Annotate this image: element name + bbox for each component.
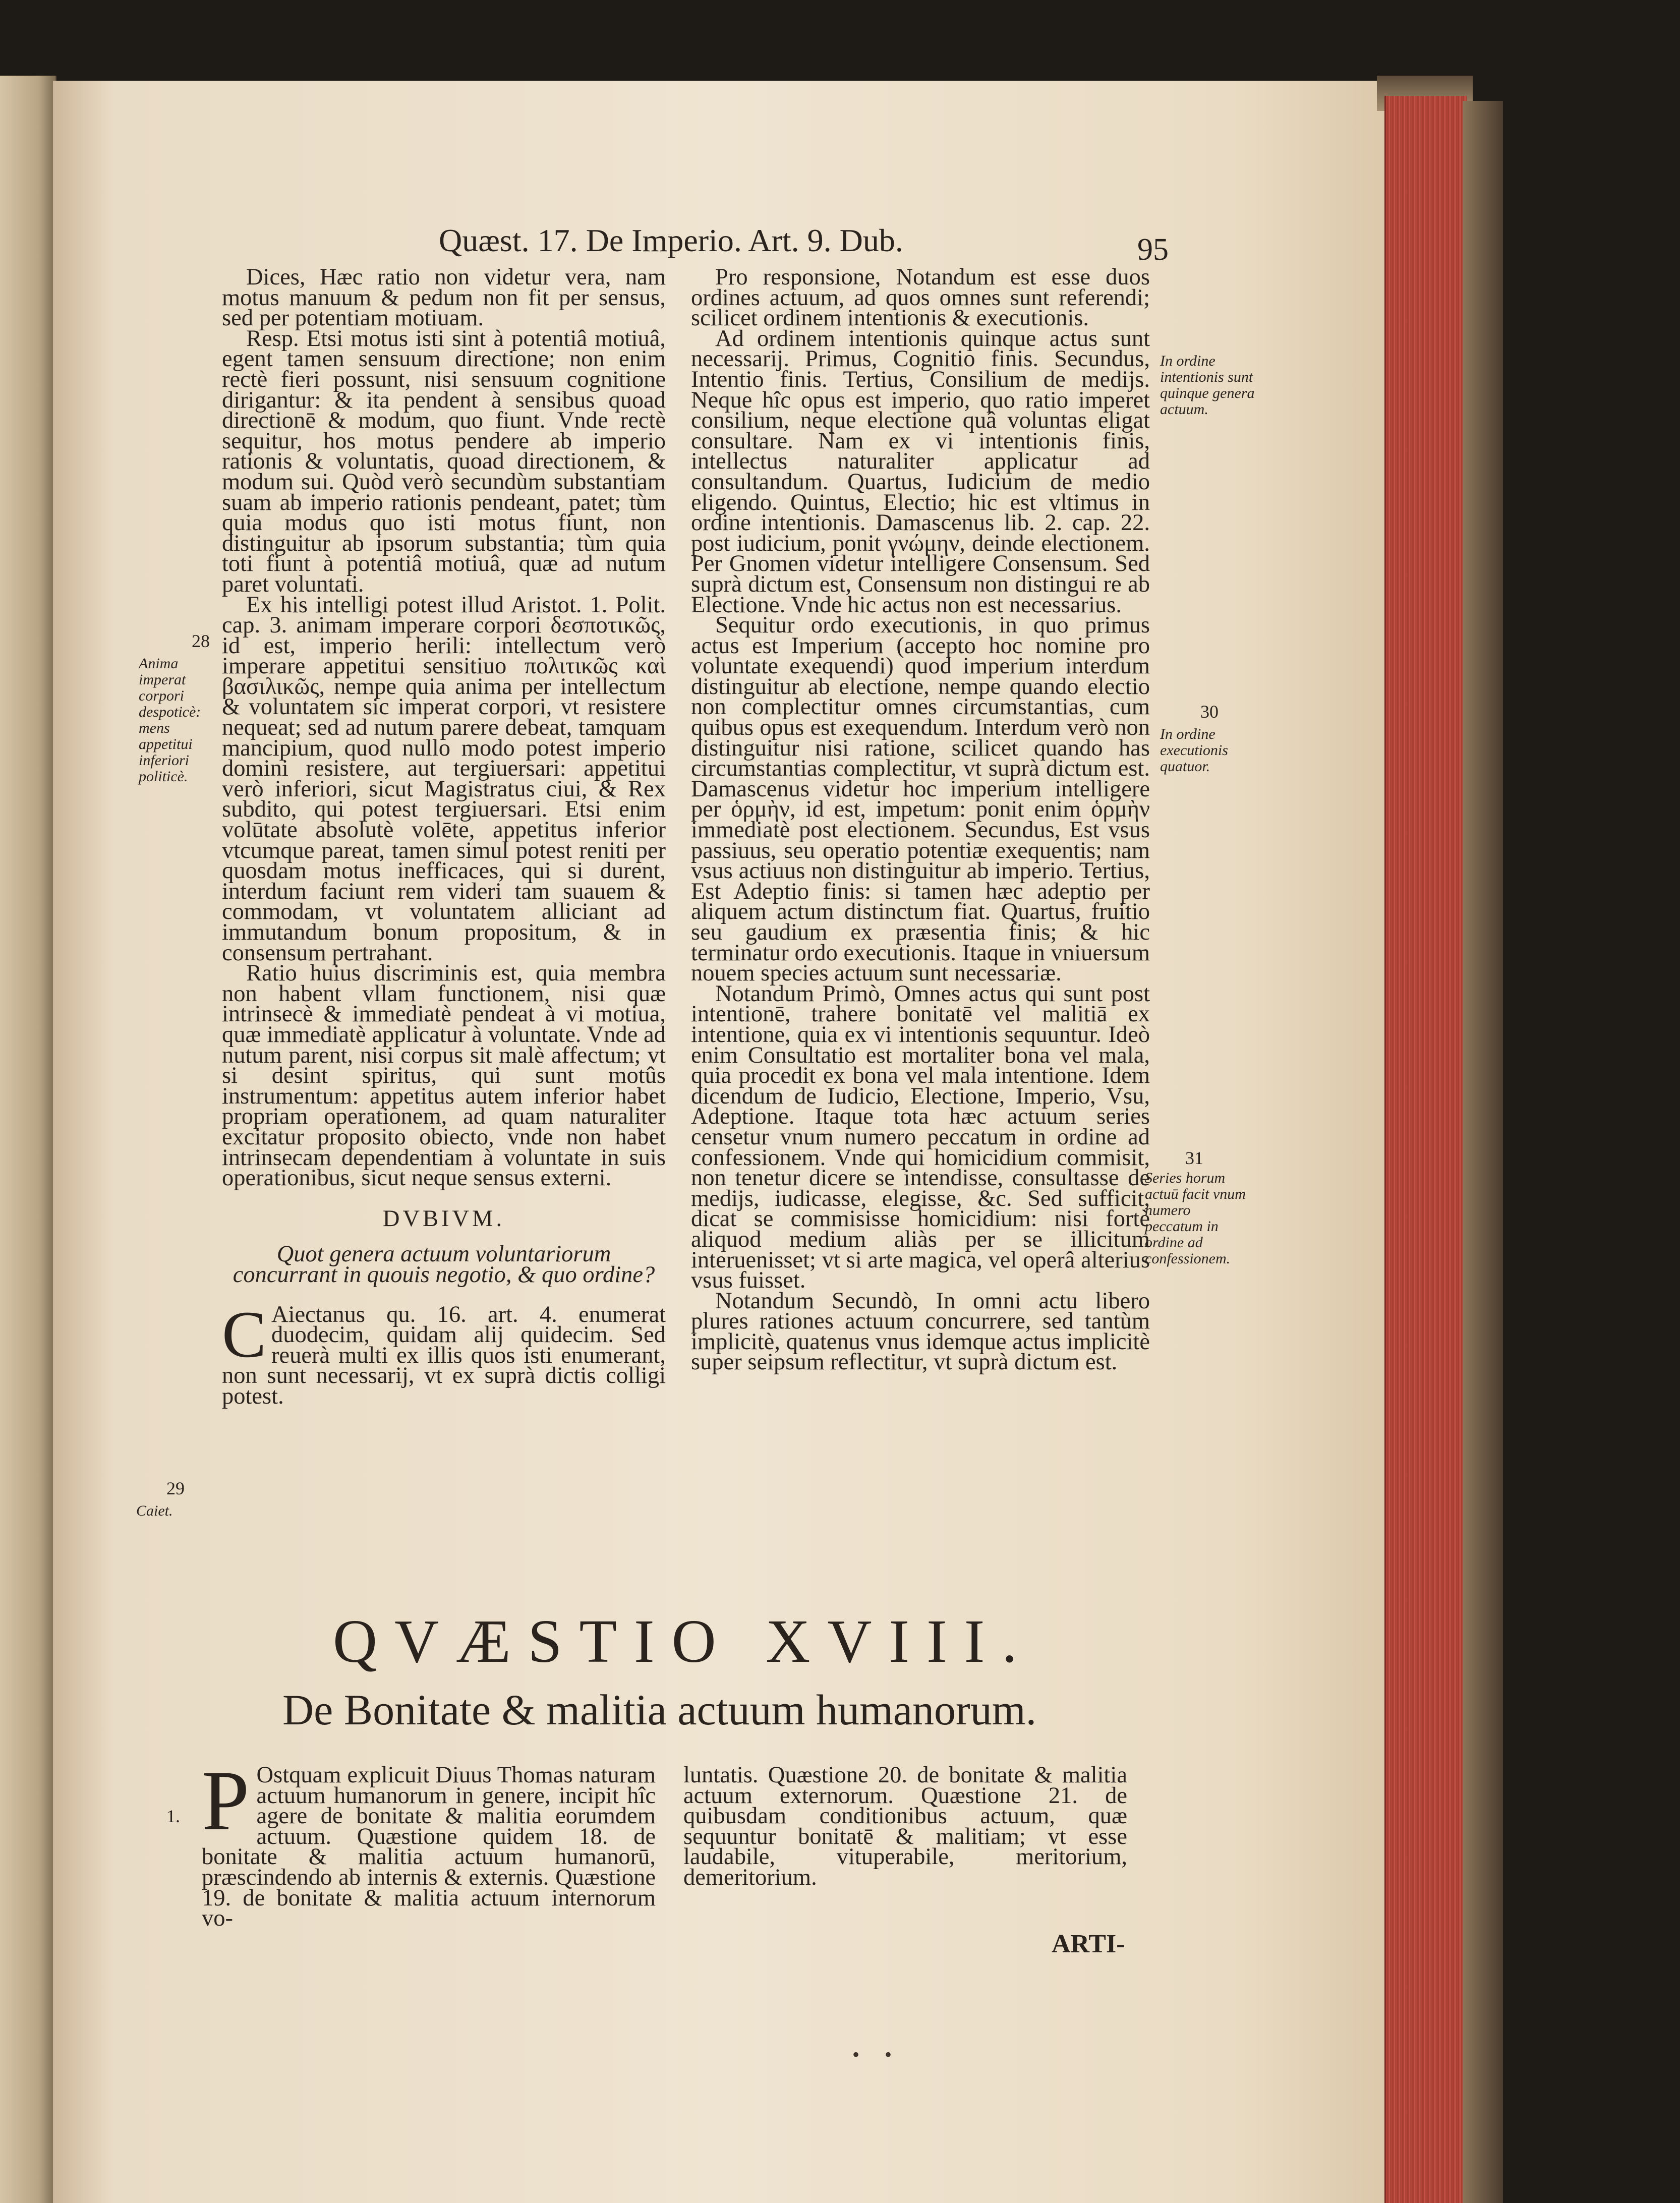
drop-capital: P [202,1753,250,1848]
margin-number: 28 [192,631,210,651]
question-subtitle: De Bonitate & malitia actuum humanorum. [282,1686,1037,1734]
running-title: Quæst. 17. De Imperio. Art. 9. Dub. [439,222,903,258]
paragraph: Notandum Secundò, In omni actu libero plures rationes actuum concurrere, sed tantùm implicitè, quatenus vnus idemque actus implicitè super seipsum reflectitur, vt suprà dictum est. [691,1288,1150,1375]
drop-capital: C [222,1297,267,1371]
dubium-question: Quot genera actuum voluntariorum concurrant in quouis negotio, & quo ordine? [233,1241,655,1288]
paragraph: Ex his intelligi potest illud Aristot. 1. Polit. cap. 3. animam imperare corpori δεσποτικῶς, id est, imperio herili: intellectum verò imperare appetitui sensitiuo πολιτικῶς καὶ βασιλικῶς, nempe quia anima per intellectum & voluntatem sic imperat corpori, vt resistere nequeat; sed ad nutum parere debeat, tamquam mancipium, quod nullo modo potest imperio domini resistere, aut tergiuersari: appetitui verò inferiori, sicut Magistratus ciui, & Rex subdito, qui potest tergiuersari. Etsi enim volūtate absolutè volēte, appetitus inferior vtcumque pareat, tamen simul potest reniti per quosdam motus inefficaces, qui si durent, interdum faciunt rem videri tam suauem & commodam, vt voluntatem alliciant ad immutandum bonum propositum, & in consensum pertrahant. [222,592,666,966]
paragraph: Ad ordinem intentionis quinque actus sunt necessarij. Primus, Cognitio finis. Secundus, Intentio finis. Tertius, Consilium de medijs. Neque hîc opus est imperio, quo ratio imperet consilium, neque electione quâ voluntas eligat consultare. Nam ex vi intentionis finis, intellectus naturaliter applicatur ad consultandum. Quartus, Iudicium de medio eligendo. Quintus, Electio; hic est vltimus in ordine intentionis. Damascenus lib. 2. cap. 22. post iudicium, ponit γνώμην, deinde electionem. Per Gnomen videtur intelligere Consensum. Sed suprà dictum est, Consensum non distingui re ab Electione. Vnde hic actus non est necessarius. [691,325,1150,618]
margin-number: 1. [166,1806,180,1826]
ornament-dots: • • [852,2043,902,2066]
paragraph: Notandum Primò, Omnes actus qui sunt post intentionē, trahere bonitatē vel malitiā ex intentione, quia ex vi intentionis sequuntur. Ideò enim Consultatio est mortaliter bona vel mala, quia procedit ex bona vel mala intentione. Idem dicendum de Iudicio, Electione, Imperio, Vsu, Adeptione. Itaque tota hæc actuum series censetur vnum numero peccatum in ordine ad confessionem. Vnde qui homicidium commisit, non tenetur dicere se intendisse, consultasse de medijs, iudicasse, elegisse, &c. Sed sufficit, dicat se commisisse homicidium: nisi fortè aliquod medium aliàs per se illicitum interuenisset; vt si arte magica, vel operâ alterius vsus fuisset. [691,980,1150,1294]
margin-number: 31 [1185,1148,1203,1168]
catchword: ARTI- [1052,1930,1125,1958]
left-column [222,264,666,1409]
dubium-paragraph [222,1297,666,1409]
paragraph: Ratio huius discriminis est, quia membra non habent vllam functionem, nisi quæ intrinsecè & immediatè pendeat à vi motiua, quæ immediatè applicatur à voluntate. Vnde ad nutum parent, nisi corpus sit malè affectum; vt si desint spiritus, qui sunt motûs instrumentum: appetitus autem inferior habet propriam operationem, ad quam naturaliter excitatur proposito obiecto, vnde non habet intrinsecam dependentiam à voluntate in suis operationibus, sicut neque sensus externi. [222,960,666,1191]
margin-note: Series horum actuū facit vnum numero peccatum in ordine ad confessionem. [1145,1170,1246,1267]
red-page-edges [1384,96,1467,2203]
dubium-text: Aiectanus qu. 16. art. 4. enumerat duodecim, quidam alij quidecim. Sed reuerà multi ex illis quos isti enumerant, non sunt necessarij, vt ex suprà dictis colligi potest. [222,1301,666,1409]
margin-note: Anima imperat corpori despoticè: mens appetitui inferiori politicè. [139,655,201,785]
right-column [691,264,1150,1375]
intro-text-left: Ostquam explicuit Diuus Thomas naturam actuum humanorum in genere, incipit hîc agere de bonitate & malitia eorumdem actuum. Quæstione quidem 18. de bonitate & malitia actuum humanorū, præscindendo ab internis & externis. Quæstione 19. de bonitate & malitia actuum internorum vo- [202,1762,656,1932]
margin-number: 30 [1200,702,1219,722]
margin-number: 29 [166,1478,185,1498]
paragraph: Dices, Hæc ratio non videtur vera, nam motus manuum & pedum non fit per sensus, sed per potentiam motiuam. [222,264,666,331]
margin-note: In ordine executionis quatuor. [1160,726,1228,775]
paragraph: Pro responsione, Notandum est esse duos ordines actuum, ad quos omnes sunt referendi; scilicet ordinem intentionis & executionis. [691,264,1150,331]
margin-note: Caiet. [136,1502,173,1519]
dubium-heading: DVBIVM. [382,1205,505,1232]
paragraph: Resp. Etsi motus isti sint à potentiâ motiuâ, egent tamen sensuum directione; non enim rectè fieri possunt, nisi sensuum cognitione dirigantur: & ita pendent à sensibus quoad directionē & modum, quo fiunt. Vnde rectè sequitur, hos motus pendere ab imperio rationis & voluntatis, quoad directionem, & modum sui. Quòd verò secundùm substantiam suam ab imperio rationis pendeant, patet; tùm quia modus quo isti motus fiunt, non distinguitur ab ipsorum substantia; tùm quia toti fiunt à potentiâ motiuâ, quæ ad nutum paret voluntati. [222,325,666,597]
intro-paragraph-left [202,1753,656,1932]
page-number: 95 [1137,233,1169,267]
margin-note: In ordine intentionis sunt quinque genera actuum. [1160,353,1255,418]
intro-paragraph-right: luntatis. Quæstione 20. de bonitate & malitia actuum externorum. Quæstione 21. de quibusdam conditionibus actuum, quæ sequuntur bonitatē & malitiam; vt esse laudabile, vituperabile, meritorium, demeritorium. [683,1762,1127,1890]
facing-page-edge [0,76,56,2203]
book-cover-edge [1463,101,1503,2203]
question-title: QVÆSTIO XVIII. [333,1607,1034,1675]
running-header [439,222,1195,267]
paragraph: Sequitur ordo executionis, in quo primus actus est Imperium (accepto hoc nomine pro voluntate exequendi) quod imperium interdum distinguitur ab electione, nempe quando electio non complectitur omnes circumstantias, cum quibus opus est exequendum. Interdum verò non distinguitur nisi ratione, scilicet quando has circumstantias complectitur, vt suprà dictum est. Damascenus videtur hoc imperium intelligere per ὁρμὴν, id est, impetum: ponit enim ὁρμὴν immediatè post electionem. Secundus, Est vsus passiuus, seu operatio potentiæ exequentis; nam vsus actiuus non distinguitur ab imperio. Tertius, Est Adeptio finis: si tamen hæc adeptio per aliquem actum distinctum fiat. Quartus, fruitio seu gaudium ex præsentia finis; & hic terminatur ordo executionis. Itaque in vniuersum nouem species actuum sunt necessariæ. [691,612,1150,987]
